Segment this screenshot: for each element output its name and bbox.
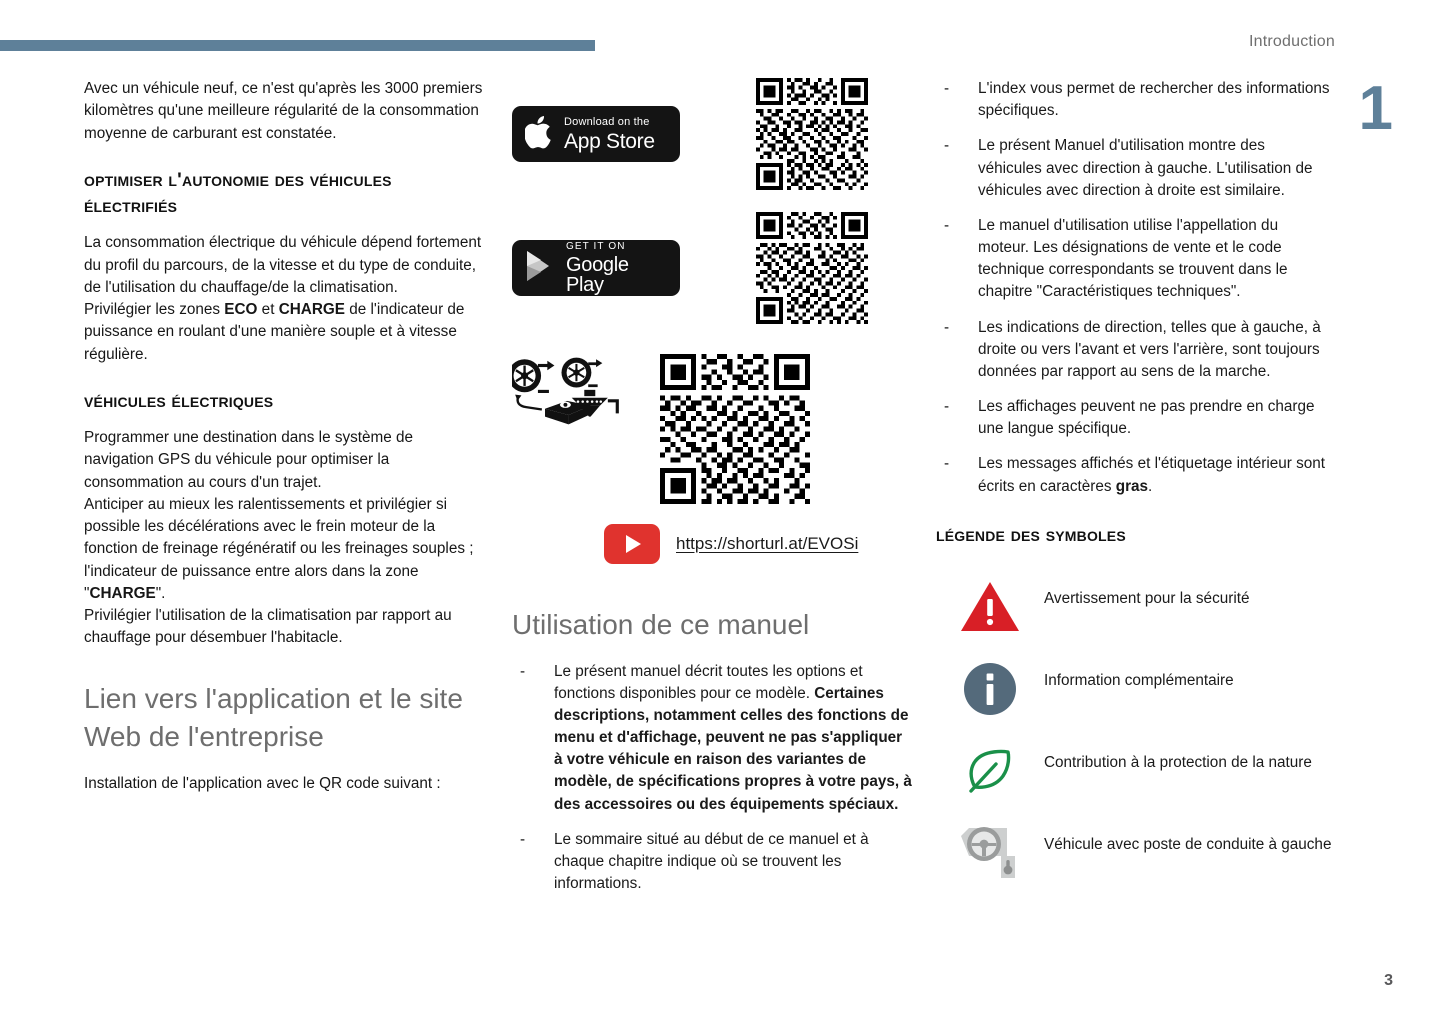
- bullet-normal-text: Le présent Manuel d'utilisation montre des véhicules avec direction à gauche. L'utilisation de véhicules avec direction à droite est similaire.: [978, 137, 1313, 199]
- paragraph-consommation: La consommation électrique du véhicule dépend fortement du profil du parcours, de la vitesse et du type de conduite, de l'utilisation du chauffage/de la climatisation.: [84, 234, 482, 296]
- google-play-badge[interactable]: [512, 240, 680, 296]
- header-accent-bar: [0, 40, 595, 51]
- qr-code-video: [660, 354, 810, 504]
- information-circle-icon: [936, 652, 1044, 726]
- google-play-icon: [525, 249, 557, 288]
- right-column: [936, 78, 1332, 898]
- app-store-badge-line1: Download on the: [564, 115, 650, 128]
- qr-code-app-store: [756, 78, 868, 190]
- list-item: [936, 396, 1332, 440]
- tire-repair-kit-icon: [512, 354, 622, 432]
- privilegier-pre: Privilégier les zones: [84, 301, 225, 319]
- qr-code-google-play: [756, 212, 868, 324]
- middle-column: [512, 78, 912, 908]
- bullet-normal-text: Les indications de direction, telles que à gauche, à droite ou vers l'avant et vers l'arrière, sont toujours données par rapport au sens de la marche.: [978, 318, 1321, 380]
- manual-notes-bullet-list: [936, 78, 1332, 498]
- bullet-bold-text: Certaines descriptions, notamment celles des fonctions de menu et d'affichage, peuvent ne pas s'appliquer à votre véhicule en raison des variantes de modèle, de spécifications propres à votre pays, à des accessoires ou des équipements spéciaux.: [554, 684, 912, 813]
- list-item: [936, 317, 1332, 384]
- heading-optimiser-autonomie: optimiser l'autonomie des véhicules électrifiés: [84, 168, 392, 218]
- list-item: [936, 135, 1332, 202]
- privilegier-mid: et: [257, 301, 279, 319]
- bullet-normal-text: L'index vous permet de rechercher des informations spécifiques.: [978, 80, 1330, 120]
- youtube-icon[interactable]: [604, 524, 660, 564]
- legend-label: Avertissement pour la sécurité: [1044, 590, 1250, 608]
- legend-row-left-hand-drive: [936, 816, 1332, 890]
- steering-wheel-left-hand-drive-icon: [936, 816, 1044, 890]
- privilegier-post: de l'indicateur de puissance en roulant d'une manière souple et à vitesse régulière.: [84, 301, 465, 363]
- legend-row-warning: [936, 570, 1332, 644]
- paragraph-climatisation: Privilégier l'utilisation de la climatisation par rapport au chauffage pour désembuer l'habitacle.: [84, 607, 452, 647]
- apple-icon: [525, 114, 555, 155]
- charge-label: CHARGE: [278, 301, 345, 319]
- app-store-badge-text: [564, 117, 655, 152]
- list-item: [936, 215, 1332, 304]
- app-store-badge[interactable]: [512, 106, 680, 162]
- bullet-normal-text: Le sommaire situé au début de ce manuel et à chaque chapitre indique où se trouvent les informations.: [554, 830, 869, 893]
- bullet-normal-text: Le manuel d'utilisation utilise l'appellation du moteur. Les désignations de vente et le code technique correspondants se trouvent dans le chapitre "Caractéristiques techniques".: [978, 216, 1288, 301]
- anticiper-pre: Anticiper au mieux les ralentissements et privilégier si possible les décélérations avec le frein moteur de la fonction de freinage régénératif ou les freinages souples ; l'indicateur de puissance entre alors dans la zone ": [84, 495, 474, 602]
- leaf-icon: [936, 734, 1044, 808]
- list-item: [936, 78, 1332, 122]
- page-number: 3: [1384, 972, 1393, 989]
- paragraph-privilegier-zones: [84, 299, 484, 366]
- manual-usage-bullet-list: [512, 661, 912, 896]
- legend-row-nature: [936, 734, 1332, 808]
- list-item: [936, 453, 1332, 497]
- heading-vehicules-electriques: véhicules électriques: [84, 389, 274, 412]
- anticiper-post: ".: [155, 584, 166, 602]
- google-play-badge-text: [566, 242, 667, 295]
- legend-label: Véhicule avec poste de conduite à gauche: [1044, 836, 1332, 854]
- google-play-badge-line1: GET IT ON: [566, 240, 626, 252]
- app-store-row: [512, 78, 912, 190]
- google-play-row: [512, 212, 912, 324]
- heading-lien-application: Lien vers l'application et le site Web de l'entreprise: [84, 682, 463, 753]
- bullet-normal-text: Les affichages peuvent ne pas prendre en charge une langue spécifique.: [978, 398, 1315, 438]
- bullet-bold-text: gras: [1115, 477, 1149, 495]
- app-store-badge-line2: App Store: [564, 129, 655, 153]
- paragraph-installation: Installation de l'application avec le QR code suivant :: [84, 774, 441, 792]
- chapter-number: 1: [1358, 74, 1393, 143]
- heading-legende-symboles: légende des symboles: [936, 523, 1126, 546]
- bullet-tail-text: .: [1148, 477, 1153, 495]
- intro-paragraph: Avec un véhicule neuf, ce n'est qu'après les 3000 premiers kilomètres qu'une meilleure régularité de la consommation moyenne de carburant est constatée.: [84, 80, 483, 142]
- charge-zone-label: CHARGE: [89, 584, 156, 602]
- warning-triangle-icon: [936, 570, 1044, 644]
- header-chapter-title: Introduction: [1248, 33, 1335, 50]
- legend-label: Information complémentaire: [1044, 672, 1234, 690]
- bullet-normal-text: Les messages affichés et l'étiquetage intérieur sont écrits en caractères: [978, 455, 1326, 495]
- eco-label: ECO: [224, 301, 258, 319]
- legend-row-information: [936, 652, 1332, 726]
- heading-utilisation-manuel: Utilisation de ce manuel: [512, 609, 810, 640]
- list-item: [512, 829, 912, 896]
- google-play-badge-line2: Google Play: [566, 253, 629, 296]
- bullet-normal-text: Le présent manuel décrit toutes les options et fonctions disponibles pour ce modèle.: [554, 662, 863, 702]
- paragraph-anticiper: [84, 494, 484, 605]
- legend-label: Contribution à la protection de la nature: [1044, 754, 1312, 772]
- list-item: [512, 661, 912, 816]
- left-column: [84, 78, 484, 809]
- tire-kit-qr-row: [512, 354, 912, 504]
- paragraph-programmer: Programmer une destination dans le système de navigation GPS du véhicule pour optimiser la consommation au cours d'un trajet.: [84, 429, 414, 491]
- video-url-link[interactable]: https://shorturl.at/EVOSi: [676, 534, 859, 553]
- video-link-row[interactable]: [604, 524, 912, 564]
